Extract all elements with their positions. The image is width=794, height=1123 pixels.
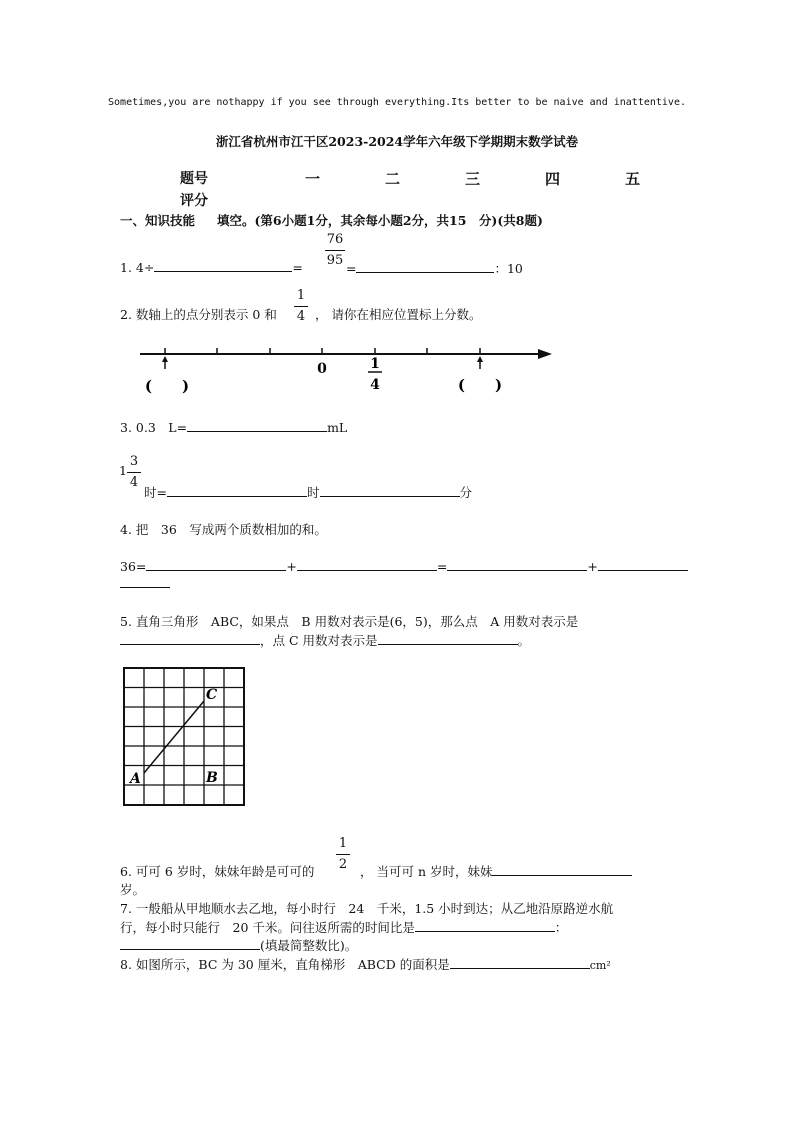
- q7-line1: 一般船从甲地顺水去乙地，每小时行 24 千米，1.5 小时到达；从乙地沿原路逆水航: [135, 901, 614, 916]
- q6-frac-den: 2: [338, 857, 348, 872]
- q2-fraction: [294, 288, 308, 325]
- q1-rest: [346, 259, 523, 277]
- q5-text: 直角三角形 ABC，如果点 B 用数对表示是(6，5)，那么点 A 用数对表示是: [135, 614, 579, 629]
- q6-text: 可可 6 岁时，妹妹年龄是可可的: [135, 864, 315, 879]
- quote-line: Sometimes,you are nothappy if you see through everything.Its better to be naive and inattentive.: [108, 97, 686, 108]
- q8-number: 8.: [120, 957, 132, 972]
- q3-mixed-den: 4: [129, 475, 139, 490]
- q2-number: 2.: [120, 307, 132, 322]
- question-6: [120, 862, 314, 880]
- question-3: [120, 418, 347, 436]
- q8-unit: cm²: [589, 959, 611, 972]
- right-answer-paren[interactable]: ( ): [457, 376, 503, 394]
- q6-text2: ， 当可可 n 岁时，妹妹: [360, 864, 493, 879]
- q7-blank-2[interactable]: [120, 937, 260, 950]
- q7-line2: 行，每小时只能行 20 千米。问往返所需的时间比是: [120, 920, 415, 935]
- q3-unit: mL: [327, 420, 348, 435]
- question-1: [120, 259, 303, 275]
- score-col-1: 一: [305, 170, 321, 188]
- q5-line2: [120, 631, 530, 649]
- section-heading-title: 一、知识技能: [120, 213, 196, 228]
- q4-blank-3[interactable]: [447, 558, 587, 571]
- q1-suffix: ：10: [494, 261, 523, 276]
- section-heading-desc: 填空。(第6小题1分，其余每小题2分，共15 分)(共8题): [217, 213, 543, 228]
- q4-blank-4[interactable]: [598, 558, 688, 571]
- q4-text: 把 36 写成两个质数相加的和。: [135, 522, 327, 537]
- q2-text-after: ， 请你在相应位置标上分数。: [315, 307, 482, 322]
- q4-blank-4-wrap[interactable]: [120, 575, 170, 588]
- score-col-5: 五: [625, 170, 641, 188]
- label-frac-den: 4: [370, 377, 380, 393]
- q7-line2-wrap: [120, 918, 567, 936]
- q3-min-label: 分: [459, 485, 473, 500]
- q6-end: 岁。: [120, 882, 146, 897]
- score-col-4: 四: [545, 170, 561, 188]
- q6-frac-num: 1: [338, 836, 348, 851]
- grid-label-c: C: [206, 687, 218, 703]
- q3-mixed-whole: 1: [119, 463, 127, 478]
- q8-blank[interactable]: [450, 956, 590, 969]
- label-zero: 0: [317, 361, 327, 377]
- section-heading: [120, 211, 543, 229]
- q4-blank-2[interactable]: [297, 558, 437, 571]
- number-line-arrow: [538, 349, 552, 359]
- score-row-label-number: 题号: [180, 171, 208, 187]
- q8-text: 如图所示，BC 为 30 厘米，直角梯形 ABCD 的面积是: [135, 957, 450, 972]
- q1-frac-den: 95: [326, 253, 344, 268]
- q3-value: 0.3 L=: [135, 420, 188, 435]
- q3-number: 3.: [120, 420, 132, 435]
- q7-blank-1[interactable]: [415, 919, 555, 932]
- coordinate-grid: [122, 666, 247, 808]
- q3-hour-label-2: 时: [306, 485, 320, 500]
- q1-number: 1.: [120, 260, 132, 275]
- score-col-3: 三: [465, 170, 481, 188]
- question-7: [120, 899, 613, 917]
- grid-label-b: B: [206, 770, 218, 786]
- left-pointer-head: [162, 356, 168, 362]
- score-row-label-score: 评分: [180, 193, 208, 209]
- score-col-2: 二: [385, 170, 401, 188]
- q1-eq1: =: [292, 260, 303, 275]
- q1-eq2: =: [346, 261, 357, 276]
- q4-number: 4.: [120, 522, 132, 537]
- right-pointer-head: [477, 356, 483, 362]
- q7-line3: (填最简整数比)。: [260, 938, 358, 953]
- q5-end: 。: [517, 633, 531, 648]
- q7-colon: ：: [554, 920, 568, 935]
- number-line: [130, 335, 560, 405]
- q5-blank-a[interactable]: [120, 632, 260, 645]
- q3-time-line: [144, 483, 472, 501]
- q6-number: 6.: [120, 864, 132, 879]
- q7-number: 7.: [120, 901, 132, 916]
- q4-plus-2: +: [587, 559, 598, 574]
- q3-hour-label: 时=: [144, 485, 167, 500]
- q5-number: 5.: [120, 614, 132, 629]
- q6-fraction: [336, 836, 350, 873]
- q3-blank-hour[interactable]: [167, 484, 307, 497]
- q6-blank[interactable]: [492, 863, 632, 876]
- label-frac-num: 1: [370, 356, 380, 372]
- q4-plus: +: [286, 559, 297, 574]
- left-answer-paren[interactable]: ( ): [144, 377, 190, 395]
- q4-prefix: 36=: [120, 559, 147, 574]
- q1-blank-2[interactable]: [356, 260, 494, 273]
- q1-prefix: 4÷: [135, 260, 155, 275]
- q4-blank-1[interactable]: [146, 558, 286, 571]
- q2-frac-num: 1: [296, 288, 306, 303]
- question-2: [120, 305, 277, 323]
- question-8: [120, 955, 611, 973]
- q4-eq: =: [436, 559, 448, 574]
- q4-equation: [120, 558, 688, 574]
- q7-line3-wrap: [120, 936, 357, 954]
- question-4: [120, 520, 327, 538]
- q3-blank-ml[interactable]: [187, 419, 327, 432]
- q3-mixed-num: 3: [129, 454, 139, 469]
- q2-text-before: 数轴上的点分别表示 0 和: [135, 307, 277, 322]
- q6-rest: [360, 862, 632, 880]
- q3-blank-min[interactable]: [320, 484, 460, 497]
- page-title: 浙江省杭州市江干区2023-2024学年六年级下学期期末数学试卷: [215, 134, 579, 149]
- q1-frac-num: 76: [326, 232, 344, 247]
- triangle-hypotenuse: [144, 701, 204, 773]
- q5-blank-c[interactable]: [378, 632, 518, 645]
- question-5: [120, 612, 578, 630]
- q1-blank-1[interactable]: [154, 259, 292, 272]
- grid-label-a: A: [130, 771, 141, 787]
- q2-frac-den: 4: [296, 309, 306, 324]
- q5-text2: ，点 C 用数对表示是: [260, 633, 378, 648]
- q1-fraction: [325, 232, 345, 269]
- q3-mixed-fraction: [127, 454, 141, 491]
